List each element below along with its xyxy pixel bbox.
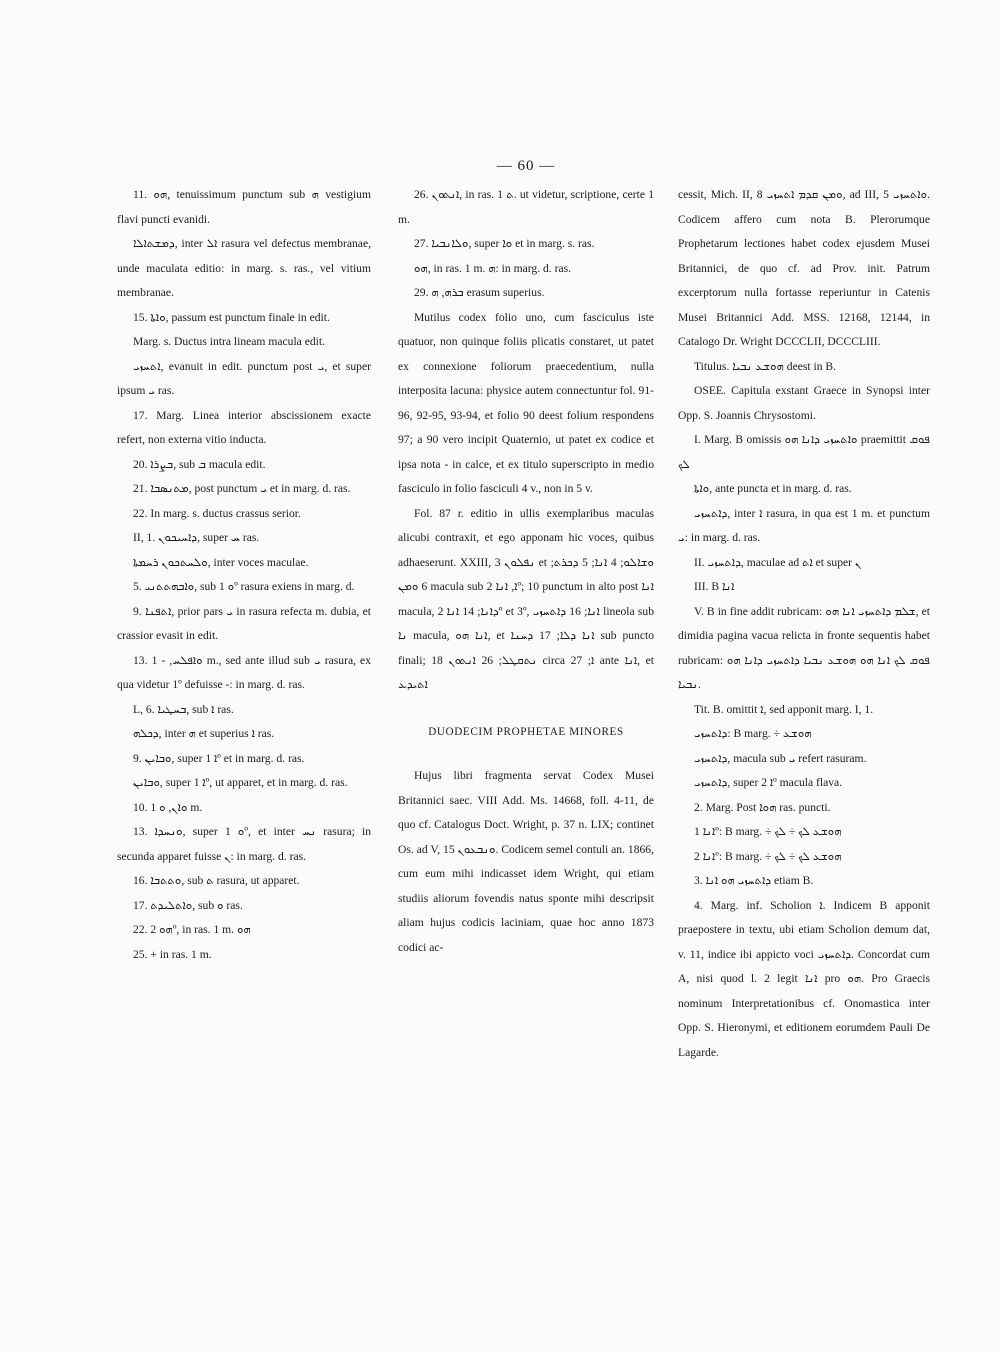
- note-paragraph: ܕܐܬܚܙܝ, super ܐ 2º macula flava.: [694, 776, 843, 789]
- note-paragraph: Titulus. ܗܘܫܥ ܢܒܝܐ deest in B.: [694, 359, 837, 373]
- note-paragraph: ܕܐܬܚܙܝ: B marg. ÷ ܗܘܫܥ: [694, 727, 812, 740]
- note-paragraph: ܕܐܬܚܙܝ, macula sub ܝ refert rasuram.: [694, 751, 867, 765]
- note-paragraph: ܕܐܬܚܙܝ, inter ܐ rasura, in qua est 1 m. et punctum ܝ: in marg. d. ras.: [678, 506, 930, 544]
- note-paragraph: 11. ܗܘ, tenuissimum punctum sub ܗ vestigium flavi puncti evanidi.: [117, 188, 371, 226]
- note-paragraph: II, 1. ܕܐܚܝܟܘܢ, super ܚ ras.: [133, 531, 260, 544]
- note-paragraph: V. B in fine addit rubricam: ܫܠܡ ܕܐܬܚܙܝ ܐܢܐ ܗܘ, et dimidia pagina vacua relicta in fronte sequentis habet rubricam: ܦܘܩ ܠܟ ܐܢܐ ܗܘ ܗܘܫܥ ܢܒܝܐ ܕܐܬܚܙܝ ܕܐܢܐ ܗܘ ܢܒܝܐ.: [678, 604, 931, 691]
- middle-column: [398, 183, 654, 960]
- note-paragraph: 26. ܐܢܬܘܢ, in ras. ܬ 1. ut videtur, scriptione, certe 1 m.: [398, 188, 655, 226]
- right-column: [678, 183, 930, 1065]
- left-column: [117, 183, 371, 967]
- note-paragraph: 5. ܘܐܒܗܬܬܢܝ, sub ܘ 1º rasura exiens in marg. d.: [133, 580, 355, 593]
- note-paragraph: 17. Marg. Linea interior abscissionem exacte refert, non externa vitio inducta.: [117, 408, 371, 446]
- note-paragraph: 22. In marg. s. ductus crassus serior.: [133, 506, 301, 520]
- note-paragraph: ܐܬܚܙܝ, evanuit in edit. punctum post ܝ, et super ipsum ܝ ras.: [117, 359, 371, 397]
- page-number: — 60 —: [496, 158, 556, 174]
- body-paragraph: Mutilus codex folio uno, cum fasciculus iste quatuor, non quinque foliis plicatis constaret, ut patet ex connexione foliorum praecedentium, nulla interposita lacuna: physice autem connectuntur fol. 91-96, 92-95, 93-94, et folio 90 deest folium respondens 97; a 90 vero incipit Quaternio, ut patet ex codice et ipsa nota - in calce, et ex titulo superscripto in medio fasciculo in folio fasciculi 4 v., non in 5 v.: [398, 310, 654, 495]
- note-paragraph: 29. ܒܪܗ, ܗ erasum superius.: [414, 286, 545, 299]
- note-paragraph: ܘܠܚܬܟܘܢ ܪܚܡܬܐ, inter voces maculae.: [133, 555, 309, 569]
- note-paragraph: OSEE. Capitula exstant Graece in Synopsi inter Opp. S. Joannis Chrysostomi.: [678, 384, 930, 422]
- body-paragraph: Fol. 87 r. editio in ullis exemplaribus maculas alicubi contraxit, et ego apponam hic voces, quibus adhaeserunt. XXIII, 3 ܢܦܠܘܢ et ܘܫܐܠܘ; 4 ܐܢܐ; 5 ܕܟܪܬ; 6 ܘܡܢ macula sub ܐ, ܐܢܐ 2º; 10 punctum in alto post ܐܢܐ macula, ܕܐܢܐ; 14 ܐܢܐ 2º et 3º, ܐܢܐ; 16 ܕܐܬܚܙܝ lineola sub ܢܐ macula, ܐܢܐ ܗܘ, et ܐܢܐ ܕܠܐ; 17 ܕܚܢܐ sub puncto finali; 18 ܢܬܩܛܠ; 26 ܐܢܬܘܢ circa ܐ; 27 ante ܐܢܐ, et ܐܬܝܕܥ: [398, 506, 655, 691]
- note-paragraph: 13. ܘܢܚܕܐ, super ܘ 1º, et inter ܢܚ rasura; in secunda apparet fuisse ܢ: in marg. d. ras.: [117, 825, 371, 863]
- note-paragraph: III. B ܐܢܐ: [694, 580, 735, 593]
- note-paragraph: ܘܒܐܝܢ, super ܐ 1º, ut apparet, et in marg. d. ras.: [133, 776, 348, 789]
- note-paragraph: 25. + in ras. 1 m.: [133, 947, 212, 961]
- note-paragraph: ܕܡܫܬܐܠܐ, inter ܐܠ rasura vel defectus membranae, unde maculata editio: in marg. s. ras., vel vitium membranae.: [117, 237, 371, 299]
- body-paragraph: Hujus libri fragmenta servat Codex Musei Britannici saec. VIII Add. Ms. 14668, foll. 4-11, de quo cf. Catalogus Doct. Wright, p. 37 n. LIX; continet Os. ad V, 15 ܘܢܒܥܘܢ. Codicem semel contuli an. 1866, cum eum mihi indicasset idem Wright, qui etiam studiis aliorum fovendis natus sponte mihi descripsit aliam hujus codicis laciniam, quae hoc anno 1873 codici ac-: [398, 769, 655, 954]
- note-paragraph: 27. ܘܠܐܢܒܝܐ, super ܘܐ et in marg. s. ras.: [414, 237, 595, 250]
- note-paragraph: Tit. B. omittit ܐ, sed apponit marg. I, 1.: [694, 702, 874, 716]
- note-paragraph: ܕܟܠܗ, inter ܗ et superius ܐ ras.: [133, 727, 275, 740]
- note-paragraph: Marg. s. Ductus intra lineam macula edit.: [133, 335, 325, 348]
- note-paragraph: 10. ܘܐܢ, ܘ 1 m.: [133, 800, 203, 814]
- note-paragraph: 15. ܘܐܬܐ, passum est punctum finale in edit.: [133, 310, 330, 324]
- note-paragraph: ܐܢܐ 2º: B marg. ÷ ܗܘܫܥ ܠܟ ÷ ܠܟ: [694, 849, 842, 863]
- note-paragraph: 22. ܗܘ 2º, in ras. 1 m. ܗܘ: [133, 923, 251, 936]
- body-paragraph: cessit, Mich. II, 8 ܘܡܢ ܩܕܡ ܐܬܚܙܝ, ad III, 5 ܘܐܬܚܙܝ. Codicem affero cum nota B. Plerorumque Prophetarum lectiones habet codex ejusdem Musei Britannici, de quo cf. ad Prov. init. Patrum excerptorum nulla fortasse reperiuntur in Catenis Musei Britannici Add. MSS. 12168, 12144, in Catalogo Dr. Wright DCCCLII, DCCCLIII.: [678, 188, 930, 348]
- note-paragraph: II. ܕܐܬܚܙܝ, maculae ad ܐܬ et super ܢ: [694, 555, 862, 569]
- note-paragraph: 4. Marg. inf. Scholion ܐ. Indicem B apponit praepostere in textu, ubi etiam Scholion demum dat, v. 11, indice ibi appicto voci ܕܐܬܚܙܝ. Concordat cum A, nisi quod l. 2 legit ܐܢܐ pro ܗܘ. Pro Graecis nominum Interpretationibus cf. Onomastica inter Opp. S. Hieronymi, et editionem eorumdem Pauli De Lagarde.: [678, 898, 931, 1059]
- note-paragraph: 20. ܒܨܪܐ, sub ܒ macula edit.: [133, 457, 266, 471]
- section-heading: DUODECIM PROPHETAE MINORES: [428, 725, 624, 738]
- note-paragraph: 2. Marg. Post ܗܘܐ ras. puncti.: [694, 800, 831, 814]
- note-paragraph: 9. ܘܒܐܝܢ, super ܐ 1º et in marg. d. ras.: [133, 751, 305, 765]
- note-paragraph: 3. ܕܐܬܚܙܝ ܗܘ ܐܢܐ etiam B.: [694, 874, 814, 887]
- note-paragraph: 16. ܘܬܬܒܐ, sub ܬ rasura, ut apparet.: [133, 874, 300, 887]
- note-paragraph: I. Marg. B omissis ܘܐܬܚܙܝ ܕܐܢܐ ܗܘ praemittit ܦܘܩ ܠܟ: [678, 433, 930, 471]
- note-paragraph: 13. ܘܐܦܠܚ, - 1 m., sed ante illud sub ܝ rasura, ex qua videtur 1º defuisse -: in marg. d. ras.: [117, 653, 372, 691]
- note-paragraph: ܐܢܐ 1º: B marg. ÷ ܗܘܫܥ ܠܟ ÷ ܠܟ: [694, 825, 842, 838]
- note-paragraph: 17. ܘܐܬܠܝܕܬ, sub ܘ ras.: [133, 898, 243, 912]
- note-paragraph: ܗܘ, in ras. 1 m. ܗ: in marg. d. ras.: [414, 261, 572, 275]
- note-paragraph: 9. ܐܬܦܢܐ, prior pars ܝ in rasura refecta m. dubia, et crassior evasit in edit.: [117, 604, 372, 642]
- note-paragraph: ܘܐܬܐ, ante puncta et in marg. d. ras.: [694, 482, 852, 495]
- note-paragraph: 21. ܡܬܢܣܒܐ, post punctum ܝ et in marg. d. ras.: [133, 482, 351, 495]
- note-paragraph: L, 6. ܒܚܛܝܐ, sub ܐ ras.: [133, 702, 234, 716]
